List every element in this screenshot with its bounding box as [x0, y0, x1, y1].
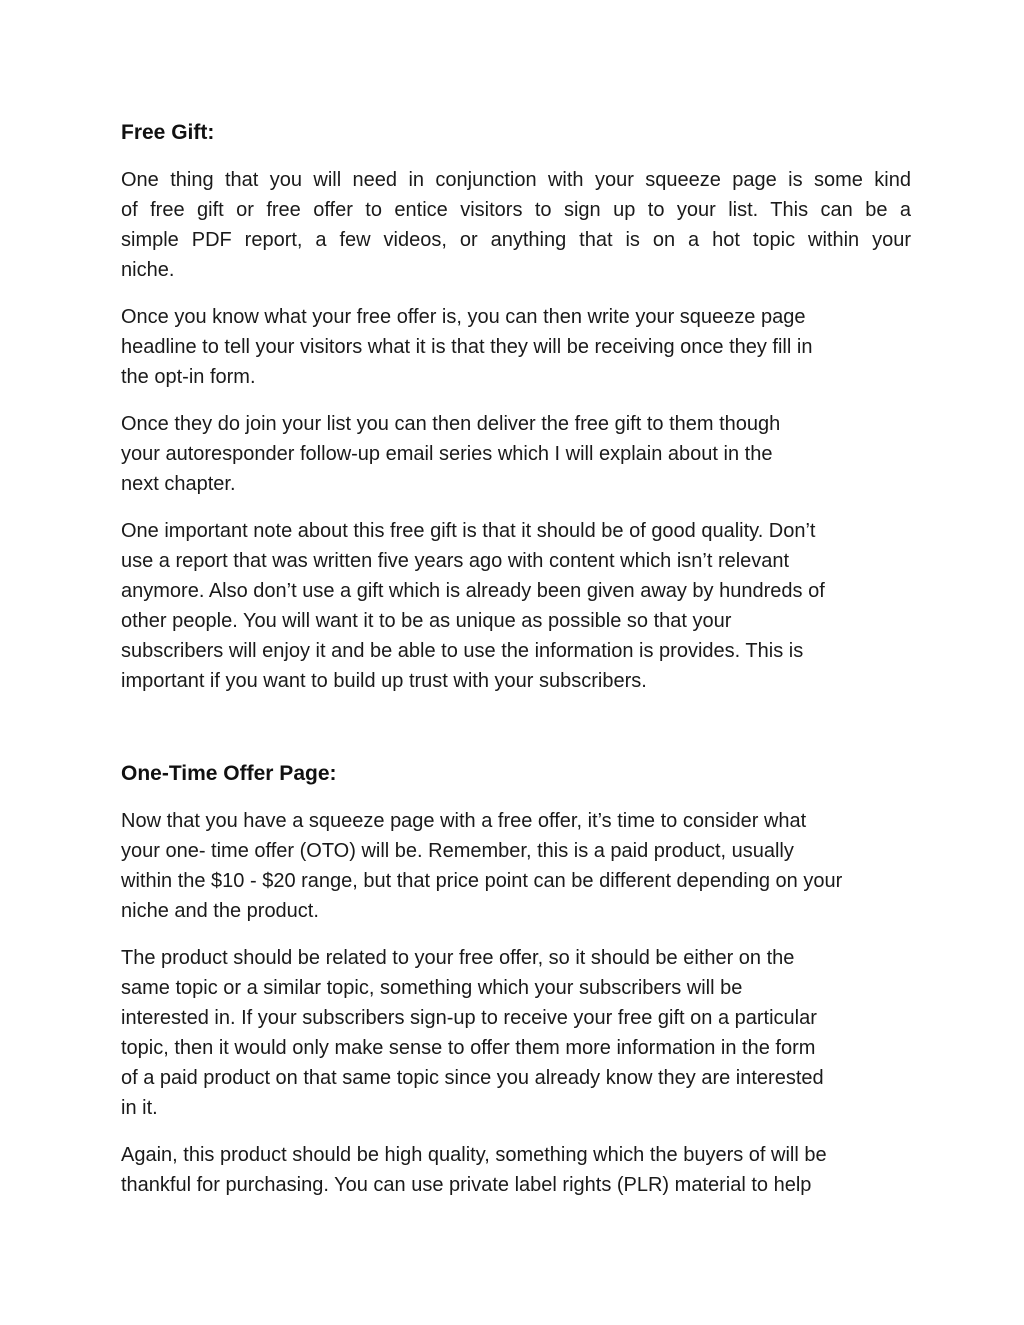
text-line: next chapter.	[121, 473, 236, 495]
text-line: headline to tell your visitors what it is that they will be receiving once they fill in	[121, 336, 813, 358]
text-line: One thing that you will need in conjunction with your squeeze page is some kind	[121, 169, 911, 191]
text-line: Now that you have a squeeze page with a free offer, it’s time to consider what	[121, 810, 807, 832]
section-heading-one-time-offer: One-Time Offer Page:	[121, 762, 337, 785]
section-heading-free-gift: Free Gift:	[121, 121, 215, 144]
paragraph	[121, 1140, 911, 1200]
text-line: use a report that was written five years ago with content which isn’t relevant	[121, 550, 790, 572]
text-line: niche and the product.	[121, 900, 319, 922]
text-line: thankful for purchasing. You can use private label rights (PLR) material to help	[121, 1174, 812, 1196]
paragraph	[121, 165, 911, 285]
paragraph	[121, 409, 911, 499]
text-line: same topic or a similar topic, something which your subscribers will be	[121, 977, 743, 999]
text-line: other people. You will want it to be as unique as possible so that your	[121, 610, 732, 632]
text-line: One important note about this free gift is that it should be of good quality. Don’t	[121, 520, 816, 542]
paragraph	[121, 943, 911, 1123]
text-line: Once they do join your list you can then deliver the free gift to them though	[121, 413, 781, 435]
text-line: of free gift or free offer to entice visitors to sign up to your list. This can be a	[121, 199, 911, 221]
text-line: niche.	[121, 259, 175, 281]
text-line: The product should be related to your free offer, so it should be either on the	[121, 947, 795, 969]
text-line: Once you know what your free offer is, you can then write your squeeze page	[121, 306, 806, 328]
text-line: in it.	[121, 1097, 158, 1119]
text-line: anymore. Also don’t use a gift which is already been given away by hundreds of	[121, 580, 825, 602]
document-page	[121, 118, 911, 1217]
paragraph	[121, 806, 911, 926]
text-line: Again, this product should be high quality, something which the buyers of will be	[121, 1144, 827, 1166]
text-line: topic, then it would only make sense to offer them more information in the form	[121, 1037, 816, 1059]
section-spacer	[121, 713, 911, 759]
text-line: simple PDF report, a few videos, or anything that is on a hot topic within your	[121, 229, 911, 251]
text-line: your one- time offer (OTO) will be. Remember, this is a paid product, usually	[121, 840, 794, 862]
paragraph	[121, 302, 911, 392]
text-line: important if you want to build up trust with your subscribers.	[121, 670, 647, 692]
paragraph	[121, 516, 911, 696]
text-line: within the $10 - $20 range, but that price point can be different depending on your	[121, 870, 843, 892]
text-line: interested in. If your subscribers sign-up to receive your free gift on a particular	[121, 1007, 817, 1029]
text-line: subscribers will enjoy it and be able to use the information is provides. This is	[121, 640, 804, 662]
text-line: the opt-in form.	[121, 366, 256, 388]
text-line: of a paid product on that same topic since you already know they are interested	[121, 1067, 824, 1089]
text-line: your autoresponder follow-up email series which I will explain about in the	[121, 443, 773, 465]
